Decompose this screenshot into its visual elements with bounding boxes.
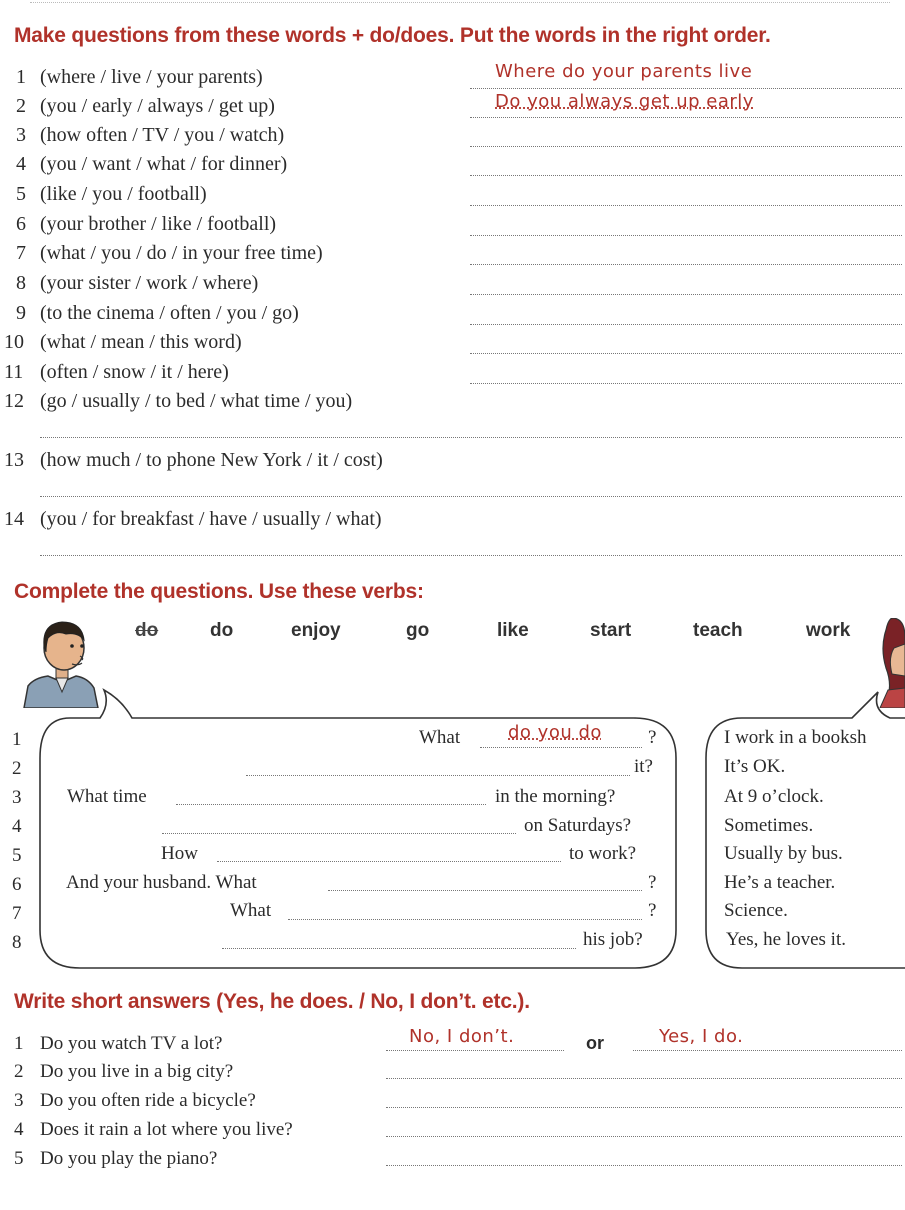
reply-text: Usually by bus. [724,843,843,864]
item-words: (you / want / what / for dinner) [40,153,288,175]
row-suffix: to work? [569,843,637,864]
top-edge-line [30,2,890,3]
answer-line[interactable] [470,294,902,295]
item-number: 4 [14,1119,24,1140]
answer-line[interactable] [222,948,576,949]
row-suffix: ? [648,872,657,893]
question-text: Do you play the piano? [40,1148,218,1169]
answer-line[interactable] [470,353,902,354]
item-words: (go / usually / to bed / what time / you) [40,390,353,412]
verb: enjoy [291,620,341,641]
answer-line[interactable] [40,437,902,438]
reply-text: Sometimes. [724,815,814,836]
row-suffix: ? [648,727,657,748]
reply-text: It’s OK. [724,756,786,777]
answer-line[interactable] [386,1050,564,1051]
answer-line[interactable] [633,1050,902,1051]
answer-line[interactable] [470,383,902,384]
answer-line[interactable] [288,919,642,920]
item-number: 3 [16,124,26,146]
item-number: 1 [16,66,26,88]
verb: go [406,620,430,641]
item-words: (like / you / football) [40,183,207,205]
answer-line[interactable] [328,890,642,891]
item-number: 5 [16,183,26,205]
row-number: 8 [12,932,22,953]
item-number: 14 [4,508,24,530]
row-number: 3 [12,787,22,808]
reply-text: Yes, he loves it. [726,929,846,950]
or-label: or [586,1033,604,1053]
answer-line[interactable] [470,88,902,89]
item-words: (you / early / always / get up) [40,95,275,117]
handwritten-answer: Yes, I do. [659,1026,744,1047]
answer-line[interactable] [386,1136,902,1137]
answer-line[interactable] [470,175,902,176]
item-number: 5 [14,1148,24,1169]
handwritten-answer: No, I don’t. [409,1026,515,1047]
verb: teach [693,620,743,641]
answer-line[interactable] [480,747,642,748]
row-prefix: What [230,900,272,921]
reply-text: Science. [724,900,788,921]
item-words: (where / live / your parents) [40,66,263,88]
reply-text: I work in a booksh [724,727,867,748]
row-number: 6 [12,874,22,895]
item-words: (your brother / like / football) [40,213,277,235]
verb-crossed-out: do [135,620,159,641]
verb: start [590,620,632,641]
item-words: (you / for breakfast / have / usually / what) [40,508,382,530]
question-text: Do you often ride a bicycle? [40,1090,256,1111]
answer-line[interactable] [470,146,902,147]
answer-line[interactable] [217,861,561,862]
item-number: 11 [4,361,24,383]
section1-heading: Make questions from these words + do/does. Put the words in the right order. [14,24,771,47]
answer-line[interactable] [470,235,902,236]
row-suffix: on Saturdays? [524,815,632,836]
answer-line[interactable] [470,117,902,118]
item-number: 3 [14,1090,24,1111]
verb: work [806,620,851,641]
item-number: 9 [16,302,26,324]
item-words: (how often / TV / you / watch) [40,124,285,146]
verb: do [210,620,234,641]
row-suffix: his job? [583,929,643,950]
verb: like [497,620,529,641]
answer-line[interactable] [470,264,902,265]
item-number: 4 [16,153,26,175]
row-suffix: in the morning? [495,786,616,807]
item-words: (to the cinema / often / you / go) [40,302,299,324]
question-text: Do you live in a big city? [40,1061,234,1082]
row-number: 1 [12,729,22,750]
section3-heading: Write short answers (Yes, he does. / No, I don’t. etc.). [14,990,530,1013]
answer-line[interactable] [386,1165,902,1166]
row-prefix: What time [67,786,147,807]
answer-line[interactable] [470,205,902,206]
row-number: 4 [12,816,22,837]
row-prefix: How [161,843,198,864]
answer-line[interactable] [386,1078,902,1079]
reply-text: At 9 o’clock. [724,786,824,807]
question-text: Do you watch TV a lot? [40,1033,223,1054]
item-words: (your sister / work / where) [40,272,259,294]
handwritten-answer: Do you always get up early [495,91,754,112]
row-number: 5 [12,845,22,866]
reply-text: He’s a teacher. [724,872,836,893]
item-words: (how much / to phone New York / it / cost) [40,449,383,471]
item-number: 2 [16,95,26,117]
item-words: (what / you / do / in your free time) [40,242,323,264]
item-number: 13 [4,449,24,471]
row-number: 2 [12,758,22,779]
item-number: 1 [14,1033,24,1054]
section2-heading: Complete the questions. Use these verbs: [14,580,424,603]
item-words: (often / snow / it / here) [40,361,229,383]
item-number: 6 [16,213,26,235]
answer-line[interactable] [176,804,486,805]
answer-line[interactable] [470,324,902,325]
handwritten-answer: do you do [508,722,602,743]
question-text: Does it rain a lot where you live? [40,1119,293,1140]
row-number: 7 [12,903,22,924]
row-suffix: ? [648,900,657,921]
row-prefix: And your husband. What [66,872,257,893]
answer-line[interactable] [246,775,630,776]
answer-line[interactable] [40,496,902,497]
item-number: 10 [4,331,24,353]
row-suffix: it? [634,756,653,777]
handwritten-answer: Where do your parents live [495,61,753,82]
answer-line[interactable] [162,833,516,834]
answer-line[interactable] [40,555,902,556]
item-number: 2 [14,1061,24,1082]
item-number: 12 [4,390,24,412]
row-prefix: What [419,727,461,748]
item-words: (what / mean / this word) [40,331,242,353]
item-number: 8 [16,272,26,294]
item-number: 7 [16,242,26,264]
answer-line[interactable] [386,1107,902,1108]
